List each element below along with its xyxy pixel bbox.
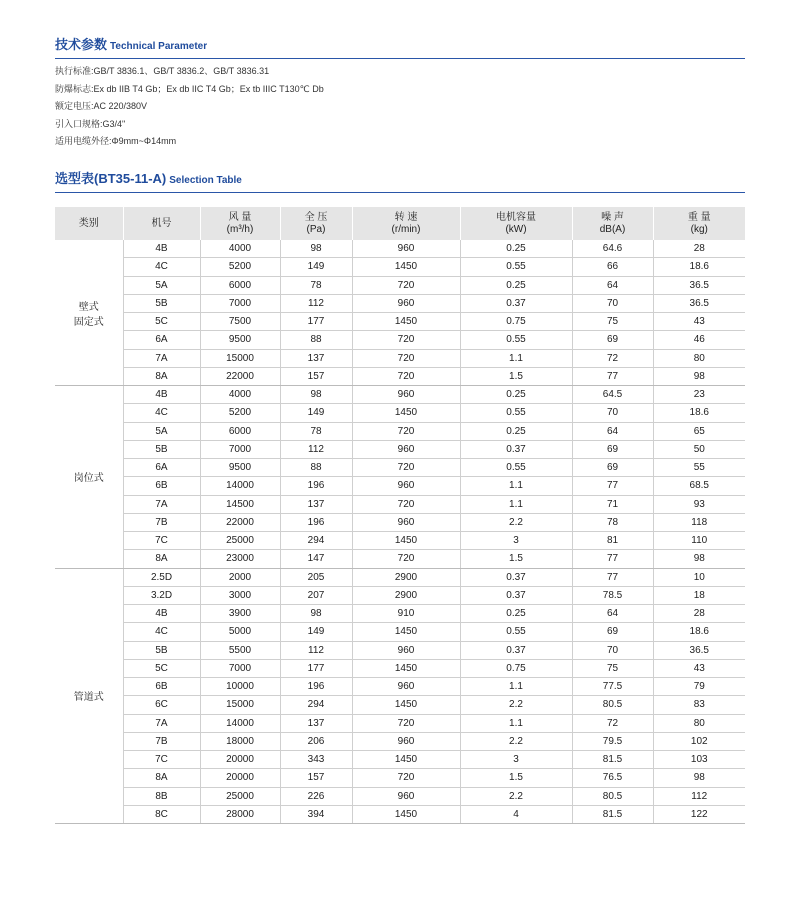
- table-cell: 112: [653, 787, 745, 805]
- table-cell: 157: [280, 367, 352, 385]
- table-cell: 18000: [200, 732, 280, 750]
- table-cell: 1450: [352, 313, 460, 331]
- table-cell: 7B: [123, 513, 200, 531]
- table-row: [55, 568, 745, 586]
- table-cell: 3: [460, 532, 572, 550]
- table-cell: 5200: [200, 404, 280, 422]
- table-row: [55, 240, 745, 258]
- table-cell: 7A: [123, 714, 200, 732]
- table-row: [55, 678, 745, 696]
- table-cell: 7B: [123, 732, 200, 750]
- table-cell: 6B: [123, 477, 200, 495]
- table-cell: 6000: [200, 422, 280, 440]
- header-text: 转 速: [394, 211, 418, 223]
- table-cell: 4000: [200, 386, 280, 404]
- table-cell: 112: [280, 641, 352, 659]
- table-cell: 5000: [200, 623, 280, 641]
- table-row: [55, 805, 745, 823]
- table-cell: 1.1: [460, 349, 572, 367]
- table-cell: 0.25: [460, 276, 572, 294]
- table-row: [55, 386, 745, 404]
- table-cell: 720: [352, 550, 460, 568]
- table-cell: 88: [280, 459, 352, 477]
- table-cell: 93: [653, 495, 745, 513]
- table-cell: 1.1: [460, 714, 572, 732]
- table-cell: 1450: [352, 659, 460, 677]
- table-cell: 80: [653, 349, 745, 367]
- category-cell: 管道式: [55, 568, 123, 824]
- table-cell: 77: [572, 568, 653, 586]
- table-cell: 15000: [200, 349, 280, 367]
- table-cell: 1.5: [460, 550, 572, 568]
- table-cell: 3000: [200, 586, 280, 604]
- table-cell: 78: [280, 276, 352, 294]
- table-cell: 83: [653, 696, 745, 714]
- table-cell: 0.37: [460, 641, 572, 659]
- table-cell: 8C: [123, 805, 200, 823]
- table-row: [55, 769, 745, 787]
- column-header: [200, 207, 280, 240]
- table-cell: 71: [572, 495, 653, 513]
- table-cell: 177: [280, 313, 352, 331]
- table-cell: 1450: [352, 751, 460, 769]
- table-cell: 149: [280, 404, 352, 422]
- table-cell: 14500: [200, 495, 280, 513]
- table-cell: 18: [653, 586, 745, 604]
- table-cell: 5B: [123, 641, 200, 659]
- table-cell: 98: [280, 240, 352, 258]
- table-cell: 6A: [123, 331, 200, 349]
- table-cell: 206: [280, 732, 352, 750]
- table-cell: 102: [653, 732, 745, 750]
- table-cell: 177: [280, 659, 352, 677]
- table-cell: 0.25: [460, 605, 572, 623]
- table-cell: 0.25: [460, 422, 572, 440]
- column-header: [123, 207, 200, 240]
- table-cell: 196: [280, 678, 352, 696]
- column-header: [460, 207, 572, 240]
- selection-table: [55, 207, 745, 824]
- table-row: [55, 732, 745, 750]
- table-cell: 6C: [123, 696, 200, 714]
- header-text: 类别: [78, 217, 99, 229]
- table-cell: 9500: [200, 331, 280, 349]
- header-text: 电机容量: [496, 211, 536, 223]
- column-header: [352, 207, 460, 240]
- table-cell: 4000: [200, 240, 280, 258]
- table-cell: 2000: [200, 568, 280, 586]
- table-cell: 69: [572, 440, 653, 458]
- table-cell: 4B: [123, 386, 200, 404]
- table-cell: 25000: [200, 787, 280, 805]
- table-cell: 64: [572, 605, 653, 623]
- table-cell: 6A: [123, 459, 200, 477]
- table-row: [55, 477, 745, 495]
- table-cell: 112: [280, 294, 352, 312]
- table-cell: 8A: [123, 550, 200, 568]
- table-row: [55, 404, 745, 422]
- table-cell: 80.5: [572, 787, 653, 805]
- table-cell: 960: [352, 477, 460, 495]
- table-cell: 69: [572, 459, 653, 477]
- table-cell: 5A: [123, 276, 200, 294]
- table-cell: 15000: [200, 696, 280, 714]
- table-cell: 81: [572, 532, 653, 550]
- header-text: (kW): [505, 223, 527, 235]
- table-cell: 7000: [200, 440, 280, 458]
- table-cell: 960: [352, 513, 460, 531]
- table-cell: 720: [352, 367, 460, 385]
- table-row: [55, 294, 745, 312]
- header-text: (Pa): [306, 223, 326, 235]
- table-cell: 55: [653, 459, 745, 477]
- table-cell: 8A: [123, 769, 200, 787]
- table-cell: 25000: [200, 532, 280, 550]
- table-cell: 0.55: [460, 404, 572, 422]
- heading-en: Technical Parameter: [110, 41, 208, 52]
- table-cell: 960: [352, 240, 460, 258]
- table-cell: 394: [280, 805, 352, 823]
- table-row: [55, 422, 745, 440]
- table-cell: 294: [280, 696, 352, 714]
- table-cell: 98: [653, 550, 745, 568]
- table-cell: 18.6: [653, 258, 745, 276]
- table-cell: 79.5: [572, 732, 653, 750]
- table-row: [55, 586, 745, 604]
- table-cell: 6B: [123, 678, 200, 696]
- table-cell: 98: [653, 367, 745, 385]
- header-text: 噪 声: [601, 211, 624, 223]
- table-cell: 23: [653, 386, 745, 404]
- table-cell: 960: [352, 440, 460, 458]
- table-cell: 1450: [352, 805, 460, 823]
- table-cell: 4C: [123, 258, 200, 276]
- table-cell: 4C: [123, 404, 200, 422]
- table-cell: 64: [572, 422, 653, 440]
- table-cell: 14000: [200, 477, 280, 495]
- table-cell: 196: [280, 513, 352, 531]
- table-cell: 2.5D: [123, 568, 200, 586]
- table-cell: 207: [280, 586, 352, 604]
- table-cell: 157: [280, 769, 352, 787]
- table-cell: 294: [280, 532, 352, 550]
- table-cell: 1450: [352, 623, 460, 641]
- table-cell: 960: [352, 294, 460, 312]
- table-cell: 1.5: [460, 769, 572, 787]
- table-cell: 1450: [352, 258, 460, 276]
- table-cell: 960: [352, 386, 460, 404]
- technical-parameter-heading: [55, 34, 745, 59]
- table-cell: 226: [280, 787, 352, 805]
- header-text: 重 量: [687, 211, 711, 223]
- table-cell: 8A: [123, 367, 200, 385]
- table-cell: 4B: [123, 240, 200, 258]
- table-cell: 36.5: [653, 276, 745, 294]
- table-cell: 77: [572, 367, 653, 385]
- table-row: [55, 349, 745, 367]
- table-cell: 7A: [123, 349, 200, 367]
- table-cell: 960: [352, 732, 460, 750]
- table-cell: 8B: [123, 787, 200, 805]
- spec-standard: 执行标准:GB/T 3836.1、GB/T 3836.2、GB/T 3836.31: [55, 66, 270, 76]
- table-cell: 75: [572, 313, 653, 331]
- table-cell: 1450: [352, 696, 460, 714]
- table-row: [55, 440, 745, 458]
- table-cell: 69: [572, 331, 653, 349]
- header-text: (kg): [690, 223, 708, 235]
- heading-en: Selection Table: [169, 175, 242, 186]
- table-cell: 960: [352, 678, 460, 696]
- table-cell: 22000: [200, 367, 280, 385]
- table-cell: 70: [572, 294, 653, 312]
- category-cell: 壁式 固定式: [55, 240, 123, 386]
- table-cell: 6000: [200, 276, 280, 294]
- spec-cable: 适用电缆外径:Φ9mm~Φ14mm: [55, 136, 177, 146]
- table-cell: 7A: [123, 495, 200, 513]
- table-row: [55, 714, 745, 732]
- table-row: [55, 605, 745, 623]
- table-cell: 65: [653, 422, 745, 440]
- table-cell: 137: [280, 495, 352, 513]
- table-cell: 80.5: [572, 696, 653, 714]
- table-cell: 3: [460, 751, 572, 769]
- table-cell: 36.5: [653, 641, 745, 659]
- table-cell: 1.1: [460, 495, 572, 513]
- spec-voltage: 额定电压:AC 220/380V: [55, 101, 148, 111]
- table-cell: 720: [352, 495, 460, 513]
- table-cell: 76.5: [572, 769, 653, 787]
- table-cell: 149: [280, 623, 352, 641]
- table-row: [55, 513, 745, 531]
- table-cell: 205: [280, 568, 352, 586]
- table-cell: 137: [280, 714, 352, 732]
- table-cell: 0.75: [460, 659, 572, 677]
- table-cell: 70: [572, 404, 653, 422]
- table-cell: 28: [653, 240, 745, 258]
- header-text: (m³/h): [226, 223, 254, 235]
- table-cell: 64.6: [572, 240, 653, 258]
- table-cell: 18.6: [653, 404, 745, 422]
- table-cell: 0.55: [460, 459, 572, 477]
- table-cell: 72: [572, 714, 653, 732]
- category-cell: 岗位式: [55, 386, 123, 569]
- table-cell: 7000: [200, 659, 280, 677]
- table-cell: 1.5: [460, 367, 572, 385]
- table-cell: 43: [653, 313, 745, 331]
- table-cell: 960: [352, 641, 460, 659]
- column-header: [572, 207, 653, 240]
- spec-list: [55, 63, 324, 151]
- table-cell: 72: [572, 349, 653, 367]
- table-cell: 0.55: [460, 331, 572, 349]
- table-cell: 5B: [123, 440, 200, 458]
- table-cell: 1.1: [460, 477, 572, 495]
- table-row: [55, 696, 745, 714]
- table-cell: 28: [653, 605, 745, 623]
- table-cell: 0.37: [460, 440, 572, 458]
- table-cell: 77.5: [572, 678, 653, 696]
- table-row: [55, 459, 745, 477]
- table-cell: 0.37: [460, 568, 572, 586]
- table-cell: 720: [352, 422, 460, 440]
- table-cell: 103: [653, 751, 745, 769]
- table-cell: 0.75: [460, 313, 572, 331]
- table-cell: 81.5: [572, 805, 653, 823]
- table-cell: 7C: [123, 532, 200, 550]
- table-cell: 77: [572, 550, 653, 568]
- table-cell: 70: [572, 641, 653, 659]
- table-cell: 7500: [200, 313, 280, 331]
- table-cell: 110: [653, 532, 745, 550]
- table-cell: 20000: [200, 751, 280, 769]
- table-cell: 78: [572, 513, 653, 531]
- table-cell: 5500: [200, 641, 280, 659]
- spec-inlet: 引入口规格:G3/4": [55, 118, 126, 129]
- table-cell: 3.2D: [123, 586, 200, 604]
- table-cell: 7000: [200, 294, 280, 312]
- table-row: [55, 659, 745, 677]
- table-cell: 137: [280, 349, 352, 367]
- table-cell: 122: [653, 805, 745, 823]
- table-cell: 2900: [352, 568, 460, 586]
- table-cell: 3900: [200, 605, 280, 623]
- selection-table-heading: [55, 168, 745, 193]
- table-row: [55, 367, 745, 385]
- table-cell: 7C: [123, 751, 200, 769]
- table-cell: 0.25: [460, 240, 572, 258]
- table-cell: 0.25: [460, 386, 572, 404]
- column-header: [280, 207, 352, 240]
- table-cell: 2.2: [460, 696, 572, 714]
- header-text: 机号: [151, 217, 172, 229]
- table-row: [55, 550, 745, 568]
- table-cell: 80: [653, 714, 745, 732]
- table-cell: 0.37: [460, 586, 572, 604]
- table-cell: 149: [280, 258, 352, 276]
- table-cell: 75: [572, 659, 653, 677]
- table-cell: 118: [653, 513, 745, 531]
- table-cell: 5200: [200, 258, 280, 276]
- header-text: 全 压: [304, 211, 328, 223]
- table-cell: 4B: [123, 605, 200, 623]
- table-header-row: [55, 207, 745, 240]
- table-cell: 5C: [123, 313, 200, 331]
- table-row: [55, 532, 745, 550]
- table-cell: 720: [352, 349, 460, 367]
- table-cell: 5C: [123, 659, 200, 677]
- table-cell: 77: [572, 477, 653, 495]
- table-row: [55, 276, 745, 294]
- table-cell: 50: [653, 440, 745, 458]
- table-cell: 28000: [200, 805, 280, 823]
- table-cell: 9500: [200, 459, 280, 477]
- table-cell: 64.5: [572, 386, 653, 404]
- table-cell: 910: [352, 605, 460, 623]
- table-cell: 64: [572, 276, 653, 294]
- table-cell: 66: [572, 258, 653, 276]
- column-header: [55, 207, 123, 240]
- table-cell: 46: [653, 331, 745, 349]
- heading-cn: 技术参数: [55, 37, 108, 52]
- table-cell: 81.5: [572, 751, 653, 769]
- table-cell: 2.2: [460, 513, 572, 531]
- table-row: [55, 623, 745, 641]
- table-cell: 69: [572, 623, 653, 641]
- table-cell: 2.2: [460, 732, 572, 750]
- table-cell: 20000: [200, 769, 280, 787]
- table-cell: 720: [352, 331, 460, 349]
- table-cell: 4C: [123, 623, 200, 641]
- table-cell: 36.5: [653, 294, 745, 312]
- table-cell: 22000: [200, 513, 280, 531]
- table-cell: 10: [653, 568, 745, 586]
- table-cell: 2.2: [460, 787, 572, 805]
- table-cell: 2900: [352, 586, 460, 604]
- table-cell: 98: [280, 605, 352, 623]
- table-cell: 78: [280, 422, 352, 440]
- table-cell: 10000: [200, 678, 280, 696]
- table-cell: 720: [352, 459, 460, 477]
- table-row: [55, 313, 745, 331]
- table-cell: 98: [280, 386, 352, 404]
- column-header: [653, 207, 745, 240]
- table-cell: 343: [280, 751, 352, 769]
- table-cell: 18.6: [653, 623, 745, 641]
- header-text: (r/min): [391, 223, 421, 235]
- table-cell: 960: [352, 787, 460, 805]
- table-cell: 1450: [352, 532, 460, 550]
- table-cell: 68.5: [653, 477, 745, 495]
- table-cell: 0.55: [460, 623, 572, 641]
- table-row: [55, 787, 745, 805]
- table-cell: 43: [653, 659, 745, 677]
- heading-cn: 选型表(BT35-11-A): [55, 171, 167, 186]
- table-cell: 720: [352, 769, 460, 787]
- table-cell: 0.37: [460, 294, 572, 312]
- header-text: dB(A): [599, 223, 626, 235]
- table-row: [55, 641, 745, 659]
- table-cell: 98: [653, 769, 745, 787]
- table-cell: 112: [280, 440, 352, 458]
- table-cell: 14000: [200, 714, 280, 732]
- table-cell: 23000: [200, 550, 280, 568]
- table-row: [55, 495, 745, 513]
- table-cell: 5A: [123, 422, 200, 440]
- table-cell: 0.55: [460, 258, 572, 276]
- header-text: 风 量: [228, 211, 252, 223]
- table-cell: 720: [352, 276, 460, 294]
- table-cell: 88: [280, 331, 352, 349]
- table-cell: 147: [280, 550, 352, 568]
- table-cell: 78.5: [572, 586, 653, 604]
- table-row: [55, 751, 745, 769]
- spec-explosion-mark: 防爆标志:Ex db IIB T4 Gb；Ex db IIC T4 Gb；Ex tb IIIC T130℃ Db: [55, 83, 324, 94]
- table-cell: 5B: [123, 294, 200, 312]
- table-cell: 720: [352, 714, 460, 732]
- table-cell: 1450: [352, 404, 460, 422]
- table-cell: 79: [653, 678, 745, 696]
- table-row: [55, 331, 745, 349]
- table-cell: 4: [460, 805, 572, 823]
- table-row: [55, 258, 745, 276]
- table-cell: 1.1: [460, 678, 572, 696]
- table-cell: 196: [280, 477, 352, 495]
